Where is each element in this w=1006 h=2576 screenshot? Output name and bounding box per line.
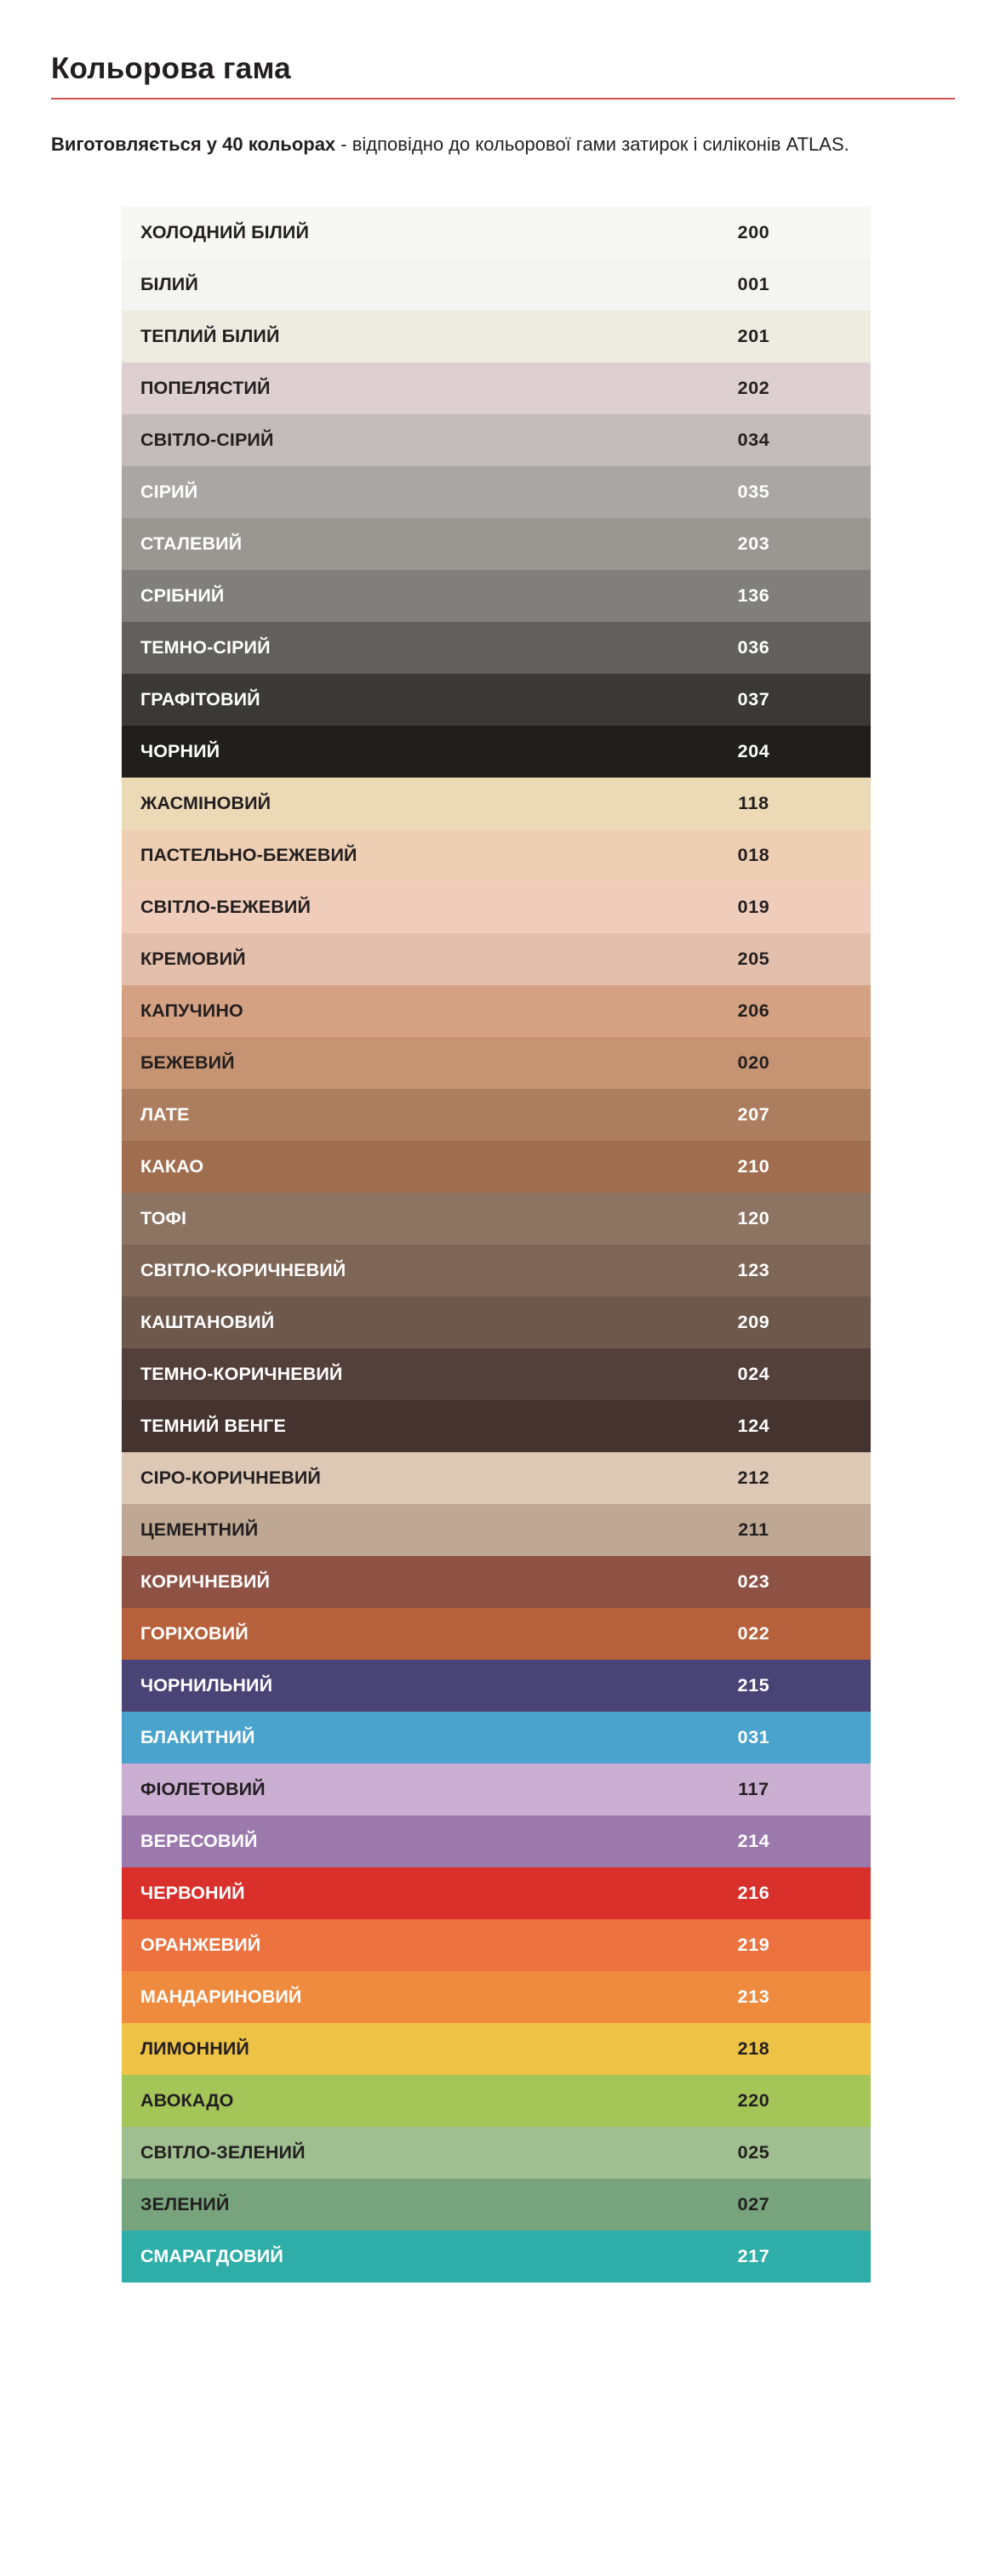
color-name: ЛИМОННИЙ	[140, 2037, 249, 2059]
color-name: МАНДАРИНОВИЙ	[140, 1986, 302, 2007]
table-row	[122, 881, 871, 933]
color-name: СІРО-КОРИЧНЕВИЙ	[140, 1467, 321, 1488]
table-row	[122, 933, 871, 985]
color-name: ТЕПЛИЙ БІЛИЙ	[140, 325, 280, 346]
color-code: 019	[737, 896, 770, 917]
page-title-block	[51, 53, 955, 100]
color-name: АВОКАДО	[140, 2089, 234, 2111]
table-row	[122, 311, 871, 362]
color-code: 034	[737, 429, 770, 450]
table-row	[122, 1504, 871, 1556]
color-name: СМАРАГДОВИЙ	[140, 2245, 283, 2266]
color-name: ТЕМНО-КОРИЧНЕВИЙ	[140, 1363, 343, 1384]
table-row	[122, 1348, 871, 1400]
color-name: ТОФІ	[140, 1207, 187, 1228]
color-name: ХОЛОДНИЙ БІЛИЙ	[140, 221, 310, 242]
color-code: 124	[737, 1415, 770, 1436]
color-code: 213	[737, 1986, 770, 2007]
color-code: 201	[737, 325, 770, 346]
color-name: СВІТЛО-КОРИЧНЕВИЙ	[140, 1259, 346, 1280]
color-code: 036	[737, 636, 770, 658]
color-name: ЦЕМЕНТНИЙ	[140, 1519, 259, 1540]
table-row	[122, 466, 871, 518]
color-code: 216	[737, 1882, 770, 1903]
table-row	[122, 2075, 871, 2127]
color-name: КАШТАНОВИЙ	[140, 1311, 275, 1332]
color-code: 035	[737, 481, 770, 502]
color-name: СТАЛЕВИЙ	[140, 533, 243, 554]
color-code: 027	[737, 2193, 770, 2214]
color-name: БЕЖЕВИЙ	[140, 1051, 235, 1073]
table-row	[122, 1608, 871, 1660]
color-code: 211	[738, 1519, 769, 1540]
table-row	[122, 2023, 871, 2075]
color-code: 202	[737, 377, 770, 398]
color-name: ВЕРЕСОВИЙ	[140, 1830, 258, 1851]
color-name: ФІОЛЕТОВИЙ	[140, 1778, 266, 1799]
table-row	[122, 1971, 871, 2023]
color-code: 118	[738, 792, 769, 813]
table-row	[122, 829, 871, 881]
table-row	[122, 1297, 871, 1348]
color-name: БЛАКИТНИЙ	[140, 1726, 255, 1747]
color-name: ЗЕЛЕНИЙ	[140, 2193, 230, 2214]
color-name: СРІБНИЙ	[140, 584, 225, 606]
color-name: ПАСТЕЛЬНО-БЕЖЕВИЙ	[140, 844, 357, 865]
table-row	[122, 414, 871, 466]
color-code: 200	[737, 221, 770, 242]
table-row	[122, 1919, 871, 1971]
table-row	[122, 1712, 871, 1764]
page-title: Кольорова гама	[51, 52, 291, 85]
color-name: ПОПЕЛЯСТИЙ	[140, 377, 271, 398]
color-code: 215	[737, 1674, 770, 1695]
color-code: 209	[737, 1311, 770, 1332]
table-row	[122, 622, 871, 674]
color-name: ГОРІХОВИЙ	[140, 1622, 249, 1644]
color-name: ЧОРНИЙ	[140, 740, 220, 761]
table-row	[122, 1400, 871, 1452]
color-name: ГРАФІТОВИЙ	[140, 688, 260, 710]
color-name: КОРИЧНЕВИЙ	[140, 1570, 271, 1592]
color-name: СІРИЙ	[140, 481, 198, 502]
color-code: 206	[737, 1000, 770, 1021]
table-row	[122, 518, 871, 570]
table-row	[122, 778, 871, 829]
table-row	[122, 1141, 871, 1193]
color-code: 120	[737, 1207, 770, 1228]
color-name: ЧЕРВОНИЙ	[140, 1882, 245, 1903]
color-code: 203	[737, 533, 770, 554]
color-name: СВІТЛО-БЕЖЕВИЙ	[140, 896, 311, 917]
table-row	[122, 1815, 871, 1867]
intro-rest: - відповідно до кольорової гами затирок і силіконів ATLAS.	[335, 133, 849, 155]
table-row	[122, 259, 871, 311]
color-code: 022	[737, 1622, 770, 1644]
color-code: 025	[737, 2141, 770, 2163]
color-name: БІЛИЙ	[140, 273, 198, 294]
color-code: 214	[737, 1830, 770, 1851]
color-code: 218	[737, 2037, 770, 2059]
intro-strong: Виготовляється у 40 кольорах	[51, 133, 336, 155]
table-row	[122, 1245, 871, 1297]
color-code: 037	[737, 688, 770, 710]
color-code: 207	[737, 1103, 770, 1125]
color-code: 217	[737, 2245, 770, 2266]
color-name: СВІТЛО-СІРИЙ	[140, 429, 274, 450]
color-code: 024	[737, 1363, 770, 1384]
table-row	[122, 726, 871, 778]
intro-paragraph	[51, 130, 936, 159]
color-name: ЧОРНИЛЬНИЙ	[140, 1674, 273, 1695]
table-row	[122, 1037, 871, 1089]
color-code: 136	[737, 584, 770, 606]
color-code: 204	[737, 740, 770, 761]
table-row	[122, 1452, 871, 1504]
table-row	[122, 1089, 871, 1141]
table-row	[122, 2231, 871, 2282]
page	[0, 53, 1006, 2576]
table-row	[122, 2127, 871, 2179]
table-row	[122, 2179, 871, 2231]
table-row	[122, 362, 871, 414]
color-name: ТЕМНИЙ ВЕНГЕ	[140, 1415, 286, 1436]
table-row	[122, 1867, 871, 1919]
color-name: КАПУЧИНО	[140, 1000, 243, 1021]
color-name: ЛАТЕ	[140, 1103, 190, 1125]
table-row	[122, 674, 871, 726]
color-name: СВІТЛО-ЗЕЛЕНИЙ	[140, 2141, 306, 2163]
color-code: 023	[737, 1570, 770, 1592]
color-code: 001	[737, 273, 770, 294]
table-row	[122, 570, 871, 622]
table-row	[122, 1193, 871, 1245]
color-code: 031	[737, 1726, 770, 1747]
color-code: 205	[737, 948, 770, 969]
color-name: ЖАСМІНОВИЙ	[140, 792, 272, 813]
color-name: ТЕМНО-СІРИЙ	[140, 636, 271, 658]
color-code: 123	[737, 1259, 770, 1280]
color-code: 018	[737, 844, 770, 865]
color-code: 117	[738, 1778, 769, 1799]
color-name: ОРАНЖЕВИЙ	[140, 1934, 261, 1955]
color-name: КАКАО	[140, 1155, 204, 1177]
color-code: 020	[737, 1051, 770, 1073]
color-table	[122, 207, 871, 2282]
color-code: 212	[737, 1467, 770, 1488]
table-row	[122, 1660, 871, 1712]
color-name: КРЕМОВИЙ	[140, 948, 246, 969]
table-row	[122, 1764, 871, 1815]
color-code: 210	[737, 1155, 770, 1177]
table-row	[122, 985, 871, 1037]
table-row	[122, 207, 871, 259]
table-row	[122, 1556, 871, 1608]
color-code: 220	[737, 2089, 770, 2111]
color-code: 219	[737, 1934, 770, 1955]
